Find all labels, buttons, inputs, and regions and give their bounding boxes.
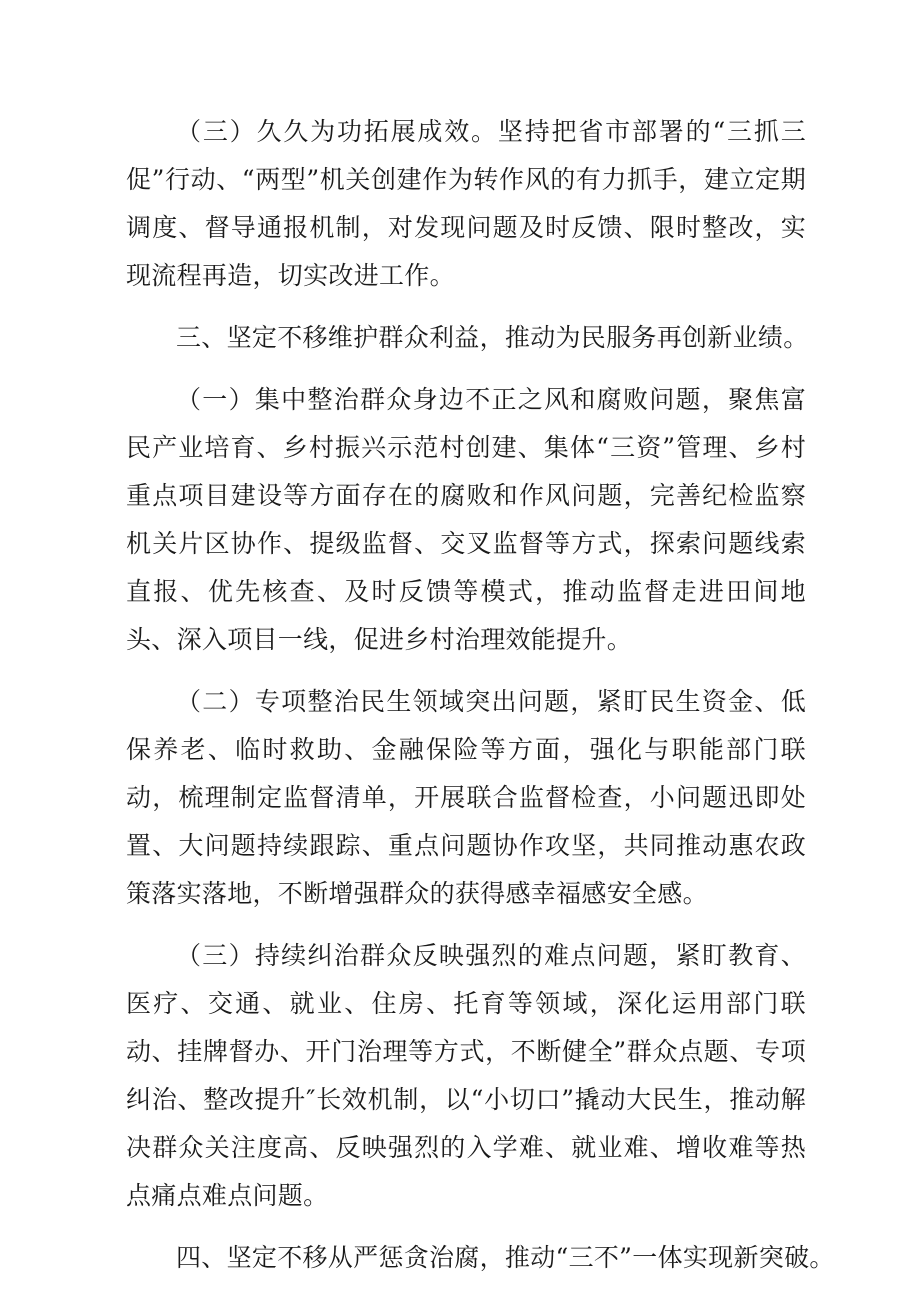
paragraph-sub-item-3-work-style: （三）久久为功拓展成效。坚持把省市部署的“三抓三促”行动、“两型”机关创建作为转作风的有力抓手，建立定期调度、督导通报机制，对发现问题及时反馈、限时整改，实现流程再造，切实改进工作。 [126,117,806,290]
section-heading-3: 三、坚定不移维护群众利益，推动为民服务再创新业绩。 [176,323,809,352]
paragraph-sub-item-1-corruption: （一）集中整治群众身边不正之风和腐败问题，聚焦富民产业培育、乡村振兴示范村创建、集体“三资”管理、乡村重点项目建设等方面存在的腐败和作风问题，完善纪检监察机关片区协作、提级监督、交叉监督等方式，探索问题线索直报、优先核查、及时反馈等模式，推动监督走进田间地头、深入项目一线，促进乡村治理效能提升。 [126,385,806,654]
paragraph-sub-item-3-difficulties: （三）持续纠治群众反映强烈的难点问题，紧盯教育、医疗、交通、就业、住房、托育等领域，深化运用部门联动、挂牌督办、开门治理等方式，不断健全”群众点题、专项纠治、整改提升″长效机制，以“小切口”撬动大民生，推动解决群众关注度高、反映强烈的入学难、就业难、增收难等热点痛点难点问题。 [126,941,806,1210]
paragraph-sub-item-2-livelihood: （二）专项整治民生领域突出问题，紧盯民生资金、低保养老、临时救助、金融保险等方面，强化与职能部门联动，梳理制定监督清单，开展联合监督检查，小问题迅即处置、大问题持续跟踪、重点问题协作攻坚，共同推动惠农政策落实落地，不断增强群众的获得感幸福感安全感。 [126,687,806,908]
document-body [126,108,835,1282]
section-heading-4: 四、坚定不移从严惩贪治腐，推动“三不”一体实现新突破。 [176,1243,835,1272]
